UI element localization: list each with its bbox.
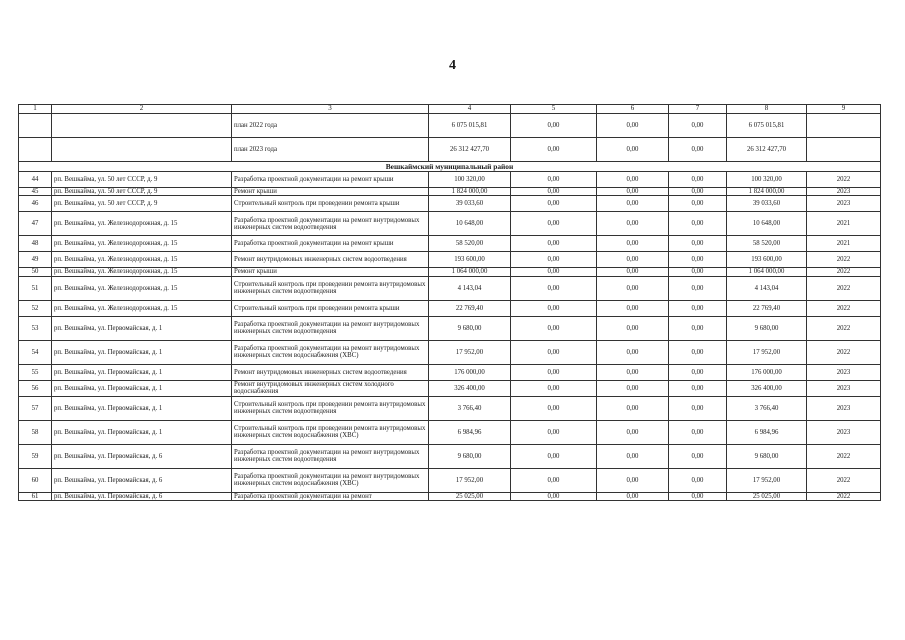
cell-col8: 58 520,00 [727,236,807,252]
cell-col5: 0,00 [511,316,597,340]
cell-work: Разработка проектной документации на ремонт внутридомовых инженерных систем водоотведения [232,316,429,340]
cell-col6: 0,00 [597,114,669,138]
cell-col8: 17 952,00 [727,468,807,492]
cell-col7: 0,00 [669,138,727,162]
cell-number: 59 [19,444,52,468]
cell-col7: 0,00 [669,364,727,380]
table-row [19,364,881,380]
cell-col7: 0,00 [669,396,727,420]
section-row [19,162,881,172]
cell-col6: 0,00 [597,236,669,252]
cell-total: 193 600,00 [429,252,511,268]
section-title: Вешкаймский муниципальный район [19,162,881,172]
cell-col5: 0,00 [511,268,597,276]
cell-address: рп. Вешкайма, ул. Первомайская, д. 1 [52,380,232,396]
table-row [19,380,881,396]
table-row [19,276,881,300]
cell-col8: 176 000,00 [727,364,807,380]
plan-label: план 2022 года [232,114,429,138]
cell-number: 54 [19,340,52,364]
cell-total: 22 769,40 [429,300,511,316]
cell-col6: 0,00 [597,444,669,468]
cell-total: 3 766,40 [429,396,511,420]
cell-total: 26 312 427,70 [429,138,511,162]
cell-col5: 0,00 [511,444,597,468]
cell-col8: 10 648,00 [727,212,807,236]
cell-col8: 9 680,00 [727,444,807,468]
cell-work: Строительный контроль при проведении ремонта крыши [232,300,429,316]
cell-col6: 0,00 [597,420,669,444]
cell-col5: 0,00 [511,138,597,162]
cell-col6: 0,00 [597,252,669,268]
cell-year: 2022 [807,300,881,316]
cell-col7: 0,00 [669,114,727,138]
cell-address: рп. Вешкайма, ул. Первомайская, д. 6 [52,468,232,492]
cell-total: 176 000,00 [429,364,511,380]
cell-address: рп. Вешкайма, ул. Первомайская, д. 1 [52,340,232,364]
cell-address: рп. Вешкайма, ул. Первомайская, д. 1 [52,316,232,340]
cell-year: 2021 [807,236,881,252]
cell-col8: 22 769,40 [727,300,807,316]
cell-address: рп. Вешкайма, ул. Железнодорожная, д. 15 [52,268,232,276]
plan-label: план 2023 года [232,138,429,162]
plan-row [19,138,881,162]
cell-work: Разработка проектной документации на ремонт внутридомовых инженерных систем водоснабжения (ХВС) [232,468,429,492]
cell-year [807,138,881,162]
table-row [19,188,881,196]
cell-col5: 0,00 [511,468,597,492]
cell-year: 2021 [807,212,881,236]
cell-col6: 0,00 [597,380,669,396]
table-row [19,492,881,500]
table-row [19,172,881,188]
cell-work: Ремонт внутридомовых инженерных систем водоотведения [232,364,429,380]
cell-col7: 0,00 [669,252,727,268]
cell-col7: 0,00 [669,188,727,196]
cell-address: рп. Вешкайма, ул. Первомайская, д. 6 [52,444,232,468]
cell-col5: 0,00 [511,276,597,300]
table-body [19,114,881,501]
cell-number: 50 [19,268,52,276]
cell-total: 39 033,60 [429,196,511,212]
cell-address: рп. Вешкайма, ул. 50 лет СССР, д. 9 [52,188,232,196]
cell-year: 2022 [807,172,881,188]
cell-col7: 0,00 [669,212,727,236]
column-number: 8 [727,105,807,114]
table-row [19,420,881,444]
cell-total: 100 320,00 [429,172,511,188]
cell-col5: 0,00 [511,114,597,138]
cell-col8: 25 025,00 [727,492,807,500]
cell-work: Строительный контроль при проведении ремонта внутридомовых инженерных систем водоотведения [232,396,429,420]
cell-work: Строительный контроль при проведении ремонта внутридомовых инженерных систем водоотведения [232,276,429,300]
cell-address: рп. Вешкайма, ул. Железнодорожная, д. 15 [52,212,232,236]
cell-year: 2023 [807,420,881,444]
cell-col5: 0,00 [511,396,597,420]
cell-address: рп. Вешкайма, ул. Первомайская, д. 1 [52,396,232,420]
cell-address: рп. Вешкайма, ул. Первомайская, д. 6 [52,492,232,500]
cell-work: Разработка проектной документации на ремонт крыши [232,172,429,188]
cell-col6: 0,00 [597,396,669,420]
cell-year: 2022 [807,252,881,268]
cell-col7: 0,00 [669,492,727,500]
cell-col7: 0,00 [669,268,727,276]
cell-total: 6 984,96 [429,420,511,444]
cell-col6: 0,00 [597,196,669,212]
cell-col6: 0,00 [597,492,669,500]
cell-work: Ремонт внутридомовых инженерных систем водоотведения [232,252,429,268]
cell-address [52,114,232,138]
cell-number [19,114,52,138]
cell-address: рп. Вешкайма, ул. 50 лет СССР, д. 9 [52,196,232,212]
page-number: 4 [449,58,456,73]
cell-work: Разработка проектной документации на ремонт внутридомовых инженерных систем водоотведения [232,444,429,468]
cell-col6: 0,00 [597,138,669,162]
cell-number: 61 [19,492,52,500]
cell-col8: 6 984,96 [727,420,807,444]
cell-col6: 0,00 [597,188,669,196]
cell-work: Ремонт внутридомовых инженерных систем холодного водоснабжения [232,380,429,396]
cell-total: 17 952,00 [429,340,511,364]
table-row [19,316,881,340]
cell-year [807,114,881,138]
cell-col7: 0,00 [669,380,727,396]
cell-total: 1 824 000,00 [429,188,511,196]
table-row [19,300,881,316]
cell-col5: 0,00 [511,340,597,364]
cell-number: 55 [19,364,52,380]
cell-work: Разработка проектной документации на ремонт внутридомовых инженерных систем водоотведения [232,212,429,236]
cell-number: 44 [19,172,52,188]
cell-col5: 0,00 [511,172,597,188]
column-number: 3 [232,105,429,114]
cell-address: рп. Вешкайма, ул. Железнодорожная, д. 15 [52,276,232,300]
cell-year: 2023 [807,380,881,396]
cell-total: 25 025,00 [429,492,511,500]
table-row [19,236,881,252]
cell-work: Разработка проектной документации на ремонт крыши [232,236,429,252]
cell-col8: 9 680,00 [727,316,807,340]
cell-col5: 0,00 [511,236,597,252]
cell-col6: 0,00 [597,468,669,492]
cell-address: рп. Вешкайма, ул. Железнодорожная, д. 15 [52,252,232,268]
cell-col8: 4 143,04 [727,276,807,300]
cell-col7: 0,00 [669,276,727,300]
cell-number: 56 [19,380,52,396]
cell-number: 51 [19,276,52,300]
cell-year: 2022 [807,468,881,492]
cell-col5: 0,00 [511,212,597,236]
cell-col5: 0,00 [511,252,597,268]
cell-year: 2022 [807,340,881,364]
column-number: 5 [511,105,597,114]
cell-col8: 39 033,60 [727,196,807,212]
cell-year: 2023 [807,196,881,212]
cell-col7: 0,00 [669,468,727,492]
cell-work: Ремонт крыши [232,188,429,196]
cell-number: 45 [19,188,52,196]
cell-col6: 0,00 [597,268,669,276]
cell-col8: 1 824 000,00 [727,188,807,196]
table-row [19,212,881,236]
cell-number: 60 [19,468,52,492]
cell-col8: 193 600,00 [727,252,807,268]
cell-col8: 100 320,00 [727,172,807,188]
column-number: 2 [52,105,232,114]
cell-col8: 26 312 427,70 [727,138,807,162]
table-row [19,444,881,468]
cell-work: Разработка проектной документации на ремонт внутридомовых инженерных систем водоснабжения (ХВС) [232,340,429,364]
cell-year: 2022 [807,268,881,276]
cell-work: Строительный контроль при проведении ремонта внутридомовых инженерных систем водоснабжения (ХВС) [232,420,429,444]
cell-total: 10 648,00 [429,212,511,236]
cell-year: 2022 [807,316,881,340]
cell-address: рп. Вешкайма, ул. Железнодорожная, д. 15 [52,236,232,252]
cell-col7: 0,00 [669,340,727,364]
cell-year: 2023 [807,364,881,380]
cell-col7: 0,00 [669,196,727,212]
cell-col8: 17 952,00 [727,340,807,364]
cell-total: 326 400,00 [429,380,511,396]
cell-col8: 6 075 015,81 [727,114,807,138]
table-row [19,396,881,420]
cell-address: рп. Вешкайма, ул. Первомайская, д. 1 [52,420,232,444]
cell-col5: 0,00 [511,300,597,316]
cell-col7: 0,00 [669,236,727,252]
cell-col6: 0,00 [597,316,669,340]
column-number: 7 [669,105,727,114]
column-number-row [19,105,881,114]
column-number: 1 [19,105,52,114]
table-row [19,268,881,276]
cell-col6: 0,00 [597,300,669,316]
column-number: 4 [429,105,511,114]
cell-col6: 0,00 [597,276,669,300]
cell-address: рп. Вешкайма, ул. 50 лет СССР, д. 9 [52,172,232,188]
cell-number: 49 [19,252,52,268]
table-row [19,252,881,268]
cell-col5: 0,00 [511,420,597,444]
cell-total: 58 520,00 [429,236,511,252]
cell-col6: 0,00 [597,340,669,364]
cell-col8: 3 766,40 [727,396,807,420]
cell-year: 2022 [807,492,881,500]
column-number: 6 [597,105,669,114]
column-number: 9 [807,105,881,114]
cell-total: 9 680,00 [429,316,511,340]
cell-number: 58 [19,420,52,444]
cell-year: 2023 [807,188,881,196]
cell-total: 4 143,04 [429,276,511,300]
cell-number: 47 [19,212,52,236]
cell-address: рп. Вешкайма, ул. Железнодорожная, д. 15 [52,300,232,316]
cell-col8: 1 064 000,00 [727,268,807,276]
cell-col6: 0,00 [597,212,669,236]
cell-col5: 0,00 [511,380,597,396]
cell-col6: 0,00 [597,172,669,188]
cell-year: 2022 [807,444,881,468]
cell-number: 52 [19,300,52,316]
cell-col5: 0,00 [511,364,597,380]
cell-total: 6 075 015,81 [429,114,511,138]
cell-total: 17 952,00 [429,468,511,492]
cell-col7: 0,00 [669,316,727,340]
cell-number [19,138,52,162]
cell-total: 1 064 000,00 [429,268,511,276]
cell-work: Разработка проектной документации на ремонт [232,492,429,500]
cell-col7: 0,00 [669,444,727,468]
table-row [19,468,881,492]
table-row [19,196,881,212]
cell-col7: 0,00 [669,172,727,188]
cell-number: 48 [19,236,52,252]
plan-row [19,114,881,138]
cell-year: 2022 [807,276,881,300]
cell-address: рп. Вешкайма, ул. Первомайская, д. 1 [52,364,232,380]
cell-work: Ремонт крыши [232,268,429,276]
cell-col5: 0,00 [511,188,597,196]
cell-col7: 0,00 [669,300,727,316]
program-table [18,104,881,501]
cell-year: 2023 [807,396,881,420]
cell-col8: 326 400,00 [727,380,807,396]
cell-number: 46 [19,196,52,212]
cell-col7: 0,00 [669,420,727,444]
cell-col6: 0,00 [597,364,669,380]
cell-number: 57 [19,396,52,420]
cell-col5: 0,00 [511,196,597,212]
table-row [19,340,881,364]
cell-work: Строительный контроль при проведении ремонта крыши [232,196,429,212]
cell-number: 53 [19,316,52,340]
cell-address [52,138,232,162]
cell-total: 9 680,00 [429,444,511,468]
cell-col5: 0,00 [511,492,597,500]
